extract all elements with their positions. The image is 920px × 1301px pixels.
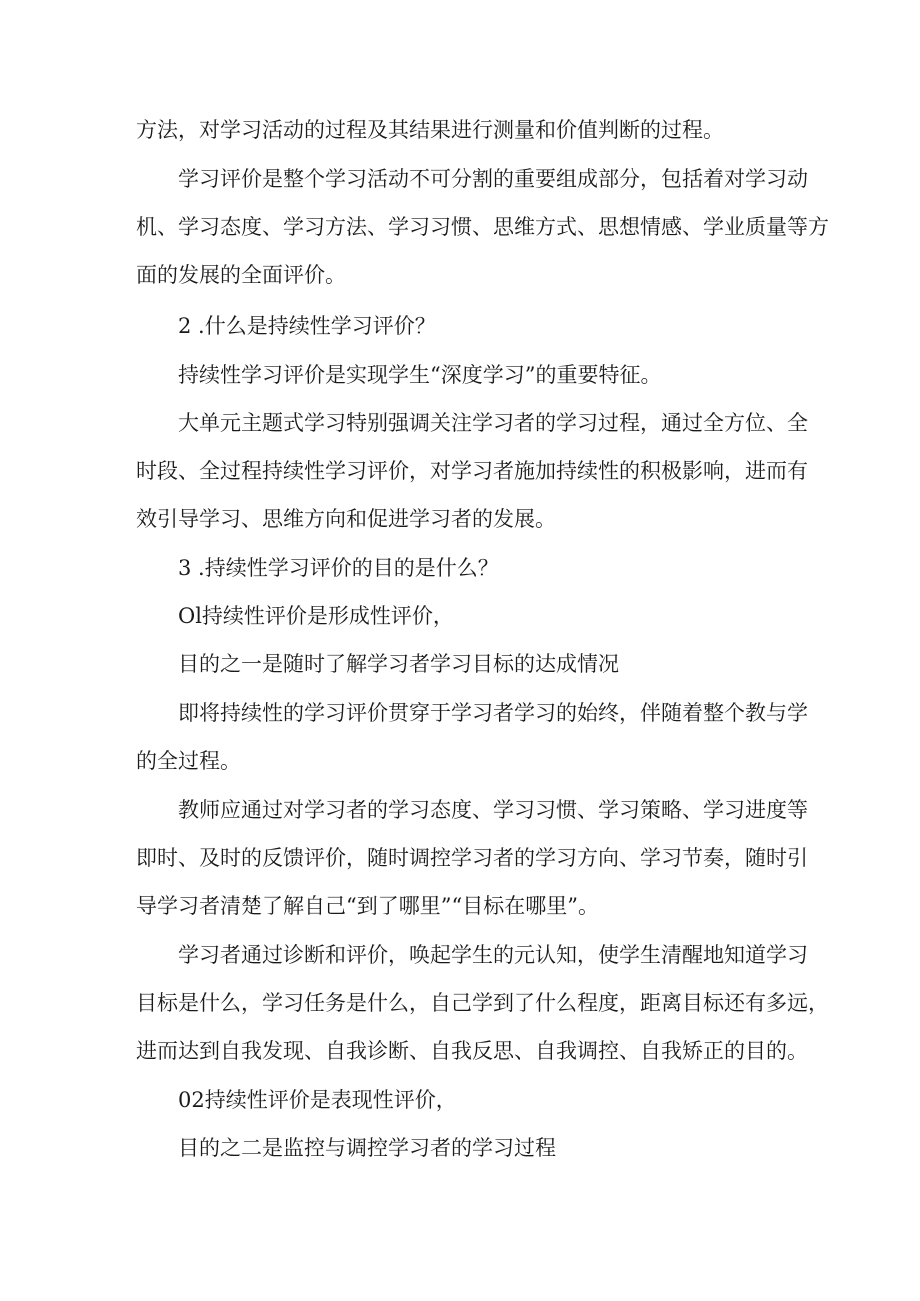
text-line: 目标是什么，学习任务是什么，自己学到了什么程度，距离目标还有多远， <box>136 991 829 1015</box>
text-line: 的全过程。 <box>136 749 241 773</box>
paragraph-purpose-two <box>136 1124 556 1172</box>
text-line: 02持续性评价是表现性评价， <box>178 1088 457 1112</box>
text-line: 时段、全过程持续性学习评价，对学习者施加持续性的积极影响，进而有 <box>136 459 808 483</box>
text-line: 机、学习态度、学习方法、学习习惯、思维方式、思想情感、学业质量等方 <box>136 215 829 239</box>
subheading-performance <box>136 1076 457 1124</box>
text-line: Ol持续性评价是形成性评价， <box>178 604 454 628</box>
paragraph-purpose-one <box>136 640 619 688</box>
text-line: 进而达到自我发现、自我诊断、自我反思、自我调控、自我矫正的目的。 <box>136 1039 808 1063</box>
paragraph-whole-process <box>136 689 808 785</box>
text-line: 大单元主题式学习特别强调关注学习者的学习过程，通过全方位、全 <box>178 411 808 435</box>
text-line: 目的之二是监控与调控学习者的学习过程 <box>178 1136 556 1160</box>
text-line: 即时、及时的反馈评价，随时调控学习者的学习方向、学习节奏，随时引 <box>136 846 808 870</box>
text-line: 学习评价是整个学习活动不可分割的重要组成部分，包括着对学习动 <box>178 167 808 191</box>
text-line: 教师应通过对学习者的学习态度、学习习惯、学习策略、学习进度等 <box>178 798 808 822</box>
paragraph-deep-learning <box>136 351 661 399</box>
text-line: 3 .持续性学习评价的目的是什么？ <box>178 556 499 580</box>
paragraph-teacher-feedback <box>136 786 808 930</box>
text-line: 面的发展的全面评价。 <box>136 263 346 287</box>
text-line: 2 .什么是持续性学习评价？ <box>178 314 436 338</box>
paragraph-learning-evaluation <box>136 155 829 299</box>
heading-question-2 <box>136 302 436 350</box>
paragraph-metacognition <box>136 931 829 1075</box>
paragraph-continuation <box>136 106 724 154</box>
text-line: 持续性学习评价是实现学生“深度学习”的重要特征。 <box>178 363 662 387</box>
text-line: 学习者通过诊断和评价，唤起学生的元认知，使学生清醒地知道学习 <box>178 943 808 967</box>
text-line: 方法，对学习活动的过程及其结果进行测量和价值判断的过程。 <box>136 118 724 142</box>
heading-question-3 <box>136 544 499 592</box>
text-line: 导学习者清楚了解自己“到了哪里”“目标在哪里”。 <box>136 894 599 918</box>
paragraph-unit-learning <box>136 399 808 543</box>
text-line: 效引导学习、思维方向和促进学习者的发展。 <box>136 507 556 531</box>
text-line: 目的之一是随时了解学习者学习目标的达成情况 <box>178 652 619 676</box>
text-line: 即将持续性的学习评价贯穿于学习者学习的始终，伴随着整个教与学 <box>178 701 808 725</box>
subheading-formative <box>136 592 454 640</box>
